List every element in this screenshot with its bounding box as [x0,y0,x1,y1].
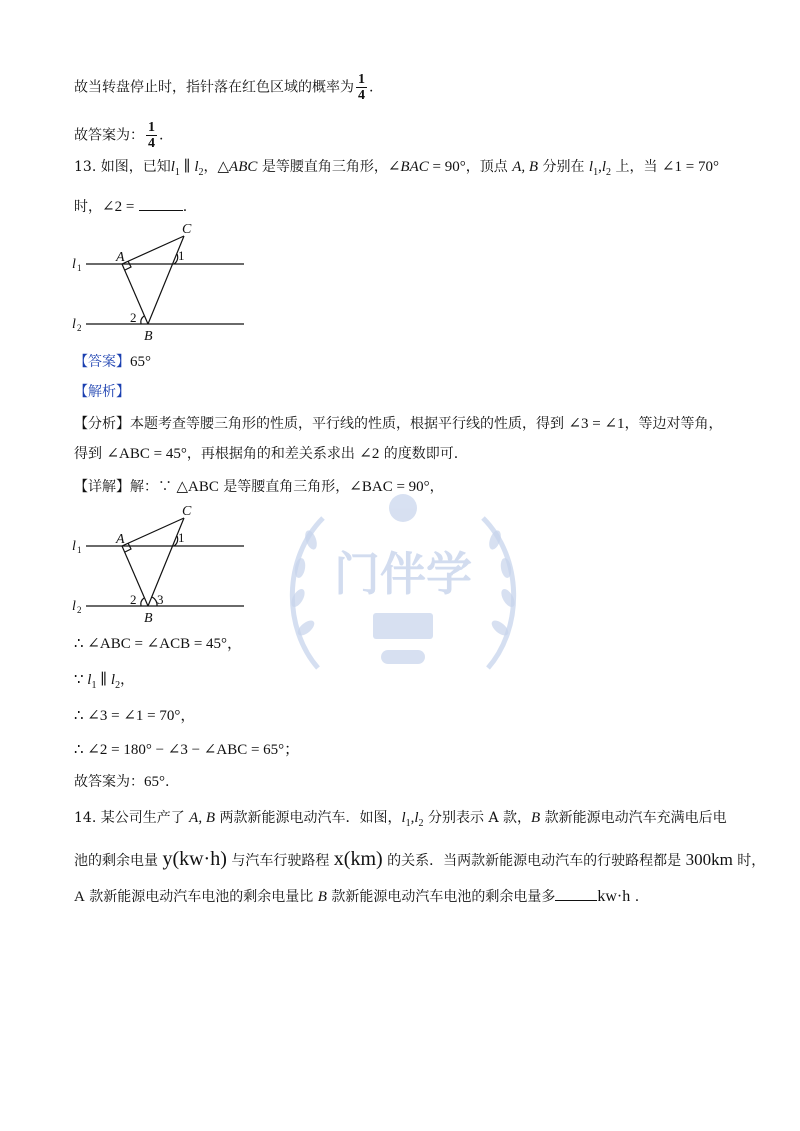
svg-text:1: 1 [178,248,185,263]
answer-statement-12: 故答案为： $\frac{1}{4}$ . [74,120,164,151]
watermark-logo [278,478,528,708]
question-14-line-3: A 款新能源电动汽车电池的剩余电量比 B 款新能源电动汽车电池的剩余电量多 kw·h . [74,888,640,905]
step-2: ∵ $l_1$ ∥ $l_2$， [74,672,135,691]
svg-text:2: 2 [130,592,137,607]
step-5: 故答案为：65°. [74,774,170,790]
svg-text:2: 2 [130,310,137,325]
fraction: $\frac{1}{4}$ [148,120,155,151]
xiangjie-line: 【详解】解：∵ △ABC 是等腰直角三角形，∠BAC = 90°， [74,479,444,495]
question-14-line-1: 14. 某公司生产了 A, B 两款新能源电动汽车．如图，$l_1,l_2$ 分别表示 A 款，B 款新能源电动汽车充满电后电 [74,810,727,829]
answer-value: 65° [130,354,151,370]
answer-tag: 【答案】 [74,354,130,370]
probability-statement: 故当转盘停止时，指针落在红色区域的概率为 $\frac{1}{4}$ . [74,72,374,103]
svg-text:1: 1 [77,263,82,273]
fenxi-line-1: 【分析】本题考查等腰三角形的性质，平行线的性质，根据平行线的性质，得到 ∠3 = ∠1，等边对等角， [74,416,723,432]
svg-text:l: l [72,257,76,272]
svg-text:C: C [182,222,192,237]
svg-text:1: 1 [77,545,82,555]
answer-section [74,352,151,372]
svg-text:l: l [72,599,76,614]
answer-blank [139,196,183,211]
svg-text:A: A [116,250,125,265]
analysis-heading: 【解析】 [74,384,130,400]
fenxi-line-2: 得到 ∠ABC = 45°，再根据角的和差关系求出 ∠2 的度数即可. [74,446,459,462]
svg-text:2: 2 [77,323,82,333]
geometry-figure-13 [66,218,250,342]
svg-text:2: 2 [77,605,82,615]
question-13-line-1: 13. 如图，已知$l_1$ ∥ $l_2$，△ABC 是等腰直角三角形，∠BAC = 90°，顶点 A, B 分别在 $l_1,l_2$ 上，当 ∠1 = 70° [74,159,719,178]
step-4: ∴ ∠2 = 180° − ∠3 − ∠ABC = 65°； [74,742,300,758]
svg-text:3: 3 [157,592,164,607]
answer-blank [555,886,597,901]
svg-text:l: l [72,317,76,332]
question-13-line-2: 时，∠2 = . [74,196,187,217]
svg-text:门伴学: 门伴学 [334,547,472,601]
svg-text:A: A [116,532,125,547]
step-3: ∴ ∠3 = ∠1 = 70°， [74,708,196,724]
step-1: ∴ ∠ABC = ∠ACB = 45°， [74,636,243,652]
geometry-figure-13-solution [66,500,250,624]
fraction: $\frac{1}{4}$ [358,72,365,103]
question-14-line-2: 池的剩余电量 y(kw·h) 与汽车行驶路程 x(km) 的关系．当两款新能源电动汽车的行驶路程都是 300km 时， [74,848,766,870]
svg-text:C: C [182,504,192,519]
svg-text:1: 1 [178,530,185,545]
svg-text:B: B [144,329,153,342]
svg-text:B: B [144,611,153,624]
svg-text:l: l [72,539,76,554]
